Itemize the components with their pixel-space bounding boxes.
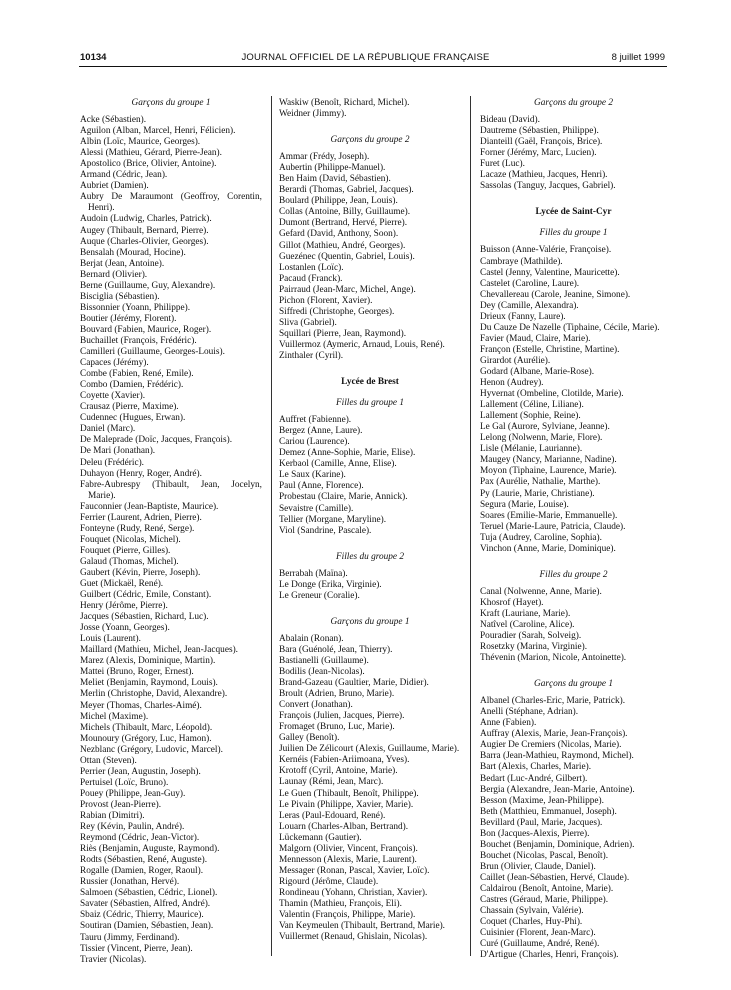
list-item: Pertuisel (Loïc, Bruno). (80, 777, 169, 788)
list-item: Rogalle (Damien, Roger, Raoul). (80, 866, 204, 877)
list-item: Furet (Luc). (480, 159, 525, 170)
column-divider (470, 96, 471, 956)
list-item: Apostolico (Brice, Olivier, Antoine). (80, 159, 217, 170)
list-item: Sassolas (Tanguy, Jacques, Gabriel). (480, 181, 616, 192)
list-item: Deleu (Frédéric). (80, 457, 145, 468)
name-list (480, 696, 667, 961)
list-item: Cudennec (Hugues, Erwan). (80, 413, 186, 424)
list-item: Lacaze (Mathieu, Jacques, Henri). (480, 170, 608, 181)
list-item: Kernéis (Fabien-Ariimoana, Yves). (279, 755, 410, 766)
list-item: Messager (Ronan, Pascal, Xavier, Loïc). (279, 865, 430, 876)
list-item: Gaubert (Kévin, Pierre, Joseph). (80, 567, 201, 578)
list-item: Lelong (Nolwenn, Marie, Flore). (480, 433, 603, 444)
list-item: Berne (Guillaume, Guy, Alexandre). (80, 280, 216, 291)
name-list (279, 569, 461, 602)
list-item: Brand-Gazeau (Gaultier, Marie, Didier). (279, 678, 429, 689)
list-item: Camilleri (Guillaume, Georges-Louis). (80, 347, 225, 358)
column-divider (271, 96, 272, 956)
list-item: Reymond (Cédric, Jean-Victor). (80, 833, 200, 844)
list-item: Françon (Estelle, Christine, Martine). (480, 344, 620, 355)
section-heading: Garçons du groupe 1 (534, 679, 613, 690)
text-column-3 (480, 98, 667, 961)
list-item: Vuillermoz (Aymeric, Arnaud, Louis, René). (279, 339, 445, 350)
list-item: Combe (Fabien, René, Emile). (80, 369, 194, 380)
list-item: Rey (Kévin, Paulin, André). (80, 822, 185, 833)
list-item: Guilbert (Cédric, Emile, Constant). (80, 590, 212, 601)
list-item: Josse (Yoann, Georges). (80, 623, 170, 634)
list-item: Marez (Alexis, Dominique, Martin). (80, 656, 216, 667)
list-item: Cambraye (Mathilde). (480, 256, 563, 267)
list-item: Lisle (Mélanie, Laurianne). (480, 444, 583, 455)
list-item: Auffret (Fabienne). (279, 415, 352, 426)
list-item: Aubry De Maraumont (Geoffroy, Corentin, Henri). (80, 192, 262, 214)
list-item: Galaud (Thomas, Michel). (80, 556, 179, 567)
list-item: Caldairou (Benoît, Antoine, Marie). (480, 884, 614, 894)
name-list (480, 587, 667, 664)
list-item: Brun (Olivier, Claude, Daniel). (480, 861, 596, 872)
list-item: Tauru (Jimmy, Ferdinand). (80, 932, 180, 943)
list-item: Rodts (Sébastien, René, Auguste). (80, 855, 208, 866)
list-item: De Mari (Jonathan). (80, 446, 156, 457)
list-item: Bensalah (Mourad, Hocine). (80, 247, 186, 258)
list-item: Lostanlen (Loïc). (279, 262, 344, 273)
list-item: Aubertin (Philippe-Manuel). (279, 163, 386, 174)
list-item: Pax (Aurélie, Nathalie, Marthe). (480, 477, 601, 488)
list-item: Sevaistre (Camille). (279, 503, 354, 514)
list-item: Bon (Jacques-Alexis, Pierre). (480, 828, 590, 839)
list-item: Chevallereau (Carole, Jeanine, Simone). (480, 289, 631, 300)
page-header (0, 52, 731, 66)
list-item: Russier (Jonathan, Hervé). (80, 877, 180, 888)
list-item: Tissier (Vincent, Pierre, Jean). (80, 943, 193, 954)
list-item: Tellier (Morgane, Maryline). (279, 514, 387, 525)
list-item: Caillet (Jean-Sébastien, Hervé, Claude). (480, 872, 630, 883)
name-list (480, 115, 667, 192)
list-item: Lallement (Céline, Liliane). (480, 400, 584, 411)
list-item: Ottan (Steven). (80, 755, 137, 766)
list-item: Le Pivain (Philippe, Xavier, Marie). (279, 799, 414, 810)
list-item: Berjat (Jean, Antoine). (80, 258, 165, 269)
list-item: Pichon (Florent, Xavier). (279, 295, 373, 306)
list-item: Fromaget (Bruno, Luc, Marie). (279, 722, 395, 733)
list-item: Anelli (Stéphane, Adrian). (480, 707, 579, 718)
list-item: Bara (Guénolé, Jean, Thierry). (279, 644, 393, 655)
section-heading: Filles du groupe 1 (539, 228, 608, 239)
list-item: Natîvel (Caroline, Alice). (480, 619, 575, 630)
list-item: Crausaz (Pierre, Maxime). (80, 402, 179, 413)
list-item: Bernard (Olivier). (80, 269, 148, 280)
name-list (80, 115, 262, 966)
list-item: Thamin (Mathieu, François, Eli). (279, 899, 402, 909)
list-item: Dumont (Bertrand, Hervé, Pierre). (279, 218, 408, 229)
list-item: Thévenin (Marion, Nicole, Antoinette). (480, 653, 627, 664)
list-item: Boulard (Philippe, Jean, Louis). (279, 196, 398, 207)
list-item: Viol (Sandrine, Pascale). (279, 525, 372, 536)
list-item: Barra (Jean-Mathieu, Raymond, Michel). (480, 751, 634, 762)
list-item: Bastianelli (Guillaume). (279, 655, 369, 666)
list-item: Waskiw (Benoît, Richard, Michel). (279, 98, 410, 108)
list-item: Berardi (Thomas, Gabriel, Jacques). (279, 185, 414, 196)
section-heading: Garçons du groupe 2 (330, 135, 410, 146)
list-item: Fonteyne (Rudy, René, Serge). (80, 523, 195, 534)
name-list (279, 415, 461, 537)
list-item: Beth (Matthieu, Emmanuel, Joseph). (480, 806, 617, 817)
list-item: François (Julien, Jacques, Pierre). (279, 711, 405, 722)
list-item: Maugey (Nancy, Marianne, Nadine). (480, 455, 617, 466)
list-item: Demez (Anne-Sophie, Marie, Elise). (279, 448, 416, 459)
list-item: Squillari (Pierre, Jean, Raymond). (279, 328, 407, 339)
list-item: Guet (Mickaël, René). (80, 579, 164, 590)
list-item: Nezblanc (Grégory, Ludovic, Marcel). (80, 744, 223, 755)
list-item: Le Donge (Erika, Virginie). (279, 579, 382, 590)
header-rule (79, 66, 667, 67)
section-heading: Filles du groupe 1 (335, 398, 405, 409)
list-item: Louis (Laurent). (80, 634, 141, 645)
list-item: Coquet (Charles, Huy-Phi). (480, 917, 583, 928)
list-item: Canal (Nolwenne, Anne, Marie). (480, 586, 602, 597)
list-item: Alessi (Mathieu, Gérard, Pierre-Jean). (80, 148, 222, 159)
list-item: Guezénec (Quentin, Gabriel, Louis). (279, 251, 415, 262)
list-item: Pouradier (Sarah, Solveig). (480, 631, 582, 642)
list-item: Galley (Benoît). (279, 733, 340, 744)
list-item: Rabian (Dimitri). (80, 811, 145, 821)
list-item: Coyette (Xavier). (80, 391, 146, 402)
name-list (279, 98, 461, 120)
list-item: Henry (Jérôme, Pierre). (80, 601, 168, 612)
list-item: Capaces (Jérémy). (80, 358, 149, 369)
list-item: Bouchet (Benjamin, Dominique, Adrien). (480, 839, 635, 850)
list-item: Weidner (Jimmy). (279, 109, 347, 120)
name-list (480, 245, 667, 554)
text-column-2 (279, 98, 461, 943)
list-item: Convert (Jonathan). (279, 700, 353, 711)
list-item: Gillot (Mathieu, André, Georges). (279, 240, 406, 251)
section-heading: Garçons du groupe 2 (534, 98, 613, 108)
list-item: Moyon (Tiphaine, Laurence, Marie). (480, 466, 617, 477)
list-item: Audoin (Ludwig, Charles, Patrick). (80, 214, 212, 225)
list-item: Bouvard (Fabien, Maurice, Roger). (80, 324, 212, 335)
list-item: D'Artigue (Charles, Henri, François). (480, 950, 619, 961)
list-item: Aguilon (Alban, Marcel, Henri, Félicien). (80, 126, 236, 137)
list-item: Mattei (Bruno, Roger, Ernest). (80, 667, 194, 678)
list-item: Michels (Thibault, Marc, Léopold). (80, 722, 213, 733)
institution-heading: Lycée de Saint-Cyr (535, 207, 612, 218)
list-item: Salmoen (Sébastien, Cédric, Lionel). (80, 888, 218, 899)
list-item: Godard (Albane, Marie-Rose). (480, 366, 595, 377)
list-item: Bisciglia (Sébastien). (80, 291, 160, 302)
list-item: Castelet (Caroline, Laure). (480, 278, 580, 289)
list-item: Henon (Audrey). (480, 378, 544, 389)
section-heading: Filles du groupe 2 (335, 551, 405, 562)
list-item: Mounoury (Grégory, Luc, Hamon). (80, 733, 212, 744)
list-item: Fouquet (Nicolas, Michel). (80, 534, 181, 545)
list-item: Ben Haim (David, Sébastien). (279, 174, 391, 185)
list-item: Tuja (Audrey, Caroline, Sophia). (480, 532, 602, 543)
list-item: Girardot (Aurélie). (480, 355, 551, 366)
list-item: Rigourd (Jérôme, Claude). (279, 876, 379, 887)
list-item: Anne (Fabien). (480, 718, 537, 729)
list-item: Maillard (Mathieu, Michel, Jean-Jacques). (80, 645, 238, 656)
list-item: Daniel (Marc). (80, 424, 136, 435)
list-item: Provost (Jean-Pierre). (80, 799, 162, 810)
list-item: Chassain (Sylvain, Valérie). (480, 906, 584, 917)
list-item: Dey (Camille, Alexandra). (480, 300, 579, 311)
text-column-1 (80, 98, 262, 966)
list-item: Lallement (Sophie, Reine). (480, 411, 581, 422)
name-list (279, 634, 461, 943)
list-item: Du Cauze De Nazelle (Tiphaine, Cécile, Marie). (480, 322, 660, 333)
list-item: Bedart (Luc-André, Gilbert). (480, 773, 588, 784)
list-item: Paul (Anne, Florence). (279, 481, 364, 492)
list-item: Krotoff (Cyril, Antoine, Marie). (279, 766, 398, 777)
list-item: Py (Laurie, Marie, Christiane). (480, 488, 595, 499)
list-item: Bissonnier (Yoann, Philippe). (80, 302, 191, 313)
list-item: Valentin (François, Philippe, Marie). (279, 910, 416, 921)
list-item: Le Gal (Aurore, Sylviane, Jeanne). (480, 422, 610, 433)
list-item: Abalain (Ronan). (279, 633, 344, 644)
list-item: Boutier (Jérémy, Florent). (80, 313, 177, 324)
list-item: Dautreme (Sébastien, Philippe). (480, 126, 599, 137)
list-item: Pouey (Philippe, Jean-Guy). (80, 788, 186, 799)
list-item: Michel (Maxime). (80, 711, 149, 722)
list-item: Cuisinier (Florent, Jean-Marc). (480, 928, 596, 939)
list-item: Le Guen (Thibault, Benoît, Philippe). (279, 788, 419, 799)
list-item: Bodilis (Jean-Nicolas). (279, 667, 365, 678)
list-item: Broult (Adrien, Bruno, Marie). (279, 689, 395, 700)
list-item: Juilien De Zélicourt (Alexis, Guillaume, Marie). (279, 744, 460, 755)
list-item: Favier (Maud, Claire, Marie). (480, 333, 591, 344)
list-item: Bideau (David). (480, 115, 540, 126)
list-item: Siffredi (Christophe, Georges). (279, 306, 395, 317)
list-item: Meliet (Benjamin, Raymond, Louis). (80, 678, 218, 689)
list-item: Forner (Jérémy, Marc, Lucien). (480, 148, 597, 159)
list-item: Besson (Maxime, Jean-Philippe). (480, 795, 604, 806)
list-item: Mennesson (Alexis, Marie, Laurent). (279, 854, 417, 865)
list-item: Sliva (Gabriel). (279, 317, 337, 328)
list-item: Albin (Loïc, Maurice, Georges). (80, 137, 201, 148)
list-item: Buisson (Anne-Valérie, Françoise). (480, 245, 612, 256)
list-item: Khosrof (Hayet). (480, 597, 544, 608)
list-item: Vuillermet (Renaud, Ghislain, Nicolas). (279, 932, 428, 943)
list-item: Auque (Charles-Olivier, Georges). (80, 236, 209, 247)
list-item: Buchaillet (François, Frédéric). (80, 335, 197, 346)
section-heading: Garçons du groupe 1 (330, 616, 410, 627)
list-item: Fouquet (Pierre, Gilles). (80, 545, 171, 556)
list-item: Berrabah (Maïna). (279, 568, 348, 579)
list-item: Albanel (Charles-Eric, Marie, Patrick). (480, 696, 626, 707)
list-item: Pacaud (Franck). (279, 273, 343, 284)
list-item: Kraft (Lauriane, Marie). (480, 608, 571, 619)
list-item: Ammar (Frédy, Joseph). (279, 152, 370, 163)
list-item: Hyvernat (Ombeline, Clotilde, Marie). (480, 389, 624, 400)
list-item: Dianteill (Gaël, François, Brice). (480, 137, 603, 148)
list-item: Auffray (Alexis, Marie, Jean-François). (480, 729, 628, 740)
list-item: Van Keymeulen (Thibault, Bertrand, Marie). (279, 921, 445, 932)
list-item: Rosetzky (Marina, Virginie). (480, 642, 588, 653)
list-item: Merlin (Christophe, David, Alexandre). (80, 689, 228, 700)
list-item: Leras (Paul-Edouard, René). (279, 810, 386, 821)
list-item: Bevillard (Paul, Marie, Jacques). (480, 817, 603, 828)
list-item: Le Saux (Karine). (279, 470, 346, 481)
list-item: Fauconnier (Jean-Baptiste, Maurice). (80, 501, 219, 512)
list-item: Zinthaler (Cyril). (279, 350, 344, 361)
list-item: Acke (Sébastien). (80, 115, 147, 126)
section-heading: Garçons du groupe 1 (131, 98, 211, 108)
list-item: Kerbaol (Camille, Anne, Elise). (279, 459, 397, 470)
list-item: Jacques (Sébastien, Richard, Luc). (80, 612, 209, 623)
list-item: Drieux (Fanny, Laure). (480, 311, 566, 322)
list-item: Gefard (David, Anthony, Soon). (279, 229, 399, 240)
list-item: Aubriet (Damien). (80, 181, 149, 192)
list-item: Travier (Nicolas). (80, 954, 147, 965)
list-item: Perrier (Jean, Augustin, Joseph). (80, 766, 201, 777)
list-item: Sbaiz (Cédric, Thierry, Maurice). (80, 910, 204, 921)
list-item: Vinchon (Anne, Marie, Dominique). (480, 543, 616, 554)
page-number: 10134 (80, 52, 107, 63)
list-item: Soares (Emilie-Marie, Emmanuelle). (480, 510, 618, 521)
list-item: Curé (Guillaume, André, René). (480, 939, 600, 950)
list-item: Malgorn (Olivier, Vincent, François). (279, 843, 418, 854)
list-item: Riès (Benjamin, Auguste, Raymond). (80, 844, 220, 855)
publication-date: 8 juillet 1999 (611, 52, 665, 63)
list-item: Bergez (Anne, Laure). (279, 426, 363, 437)
list-item: Le Greneur (Coralie). (279, 590, 360, 601)
list-item: Launay (Rémi, Jean, Marc). (279, 777, 384, 788)
list-item: Armand (Cédric, Jean). (80, 170, 168, 181)
list-item: Duhayon (Henry, Roger, André). (80, 468, 202, 479)
list-item: Pairraud (Jean-Marc, Michel, Ange). (279, 284, 416, 295)
list-item: Bergia (Alexandre, Jean-Marie, Antoine). (480, 784, 635, 795)
list-item: Castres (Géraud, Marie, Philippe). (480, 895, 609, 906)
list-item: Probestau (Claire, Marie, Annick). (279, 492, 408, 503)
list-item: Bouchet (Nicolas, Pascal, Benoît). (480, 850, 609, 861)
list-item: Savater (Sébastien, Alfred, André). (80, 899, 211, 910)
list-item: Soutiran (Damien, Sébastien, Jean). (80, 921, 214, 932)
name-list (279, 152, 461, 362)
list-item: De Maleprade (Doïc, Jacques, François). (80, 435, 233, 446)
list-item: Castel (Jenny, Valentine, Mauricette). (480, 267, 620, 278)
list-item: Lückemann (Gautier). (279, 832, 362, 843)
institution-heading: Lycée de Brest (341, 377, 399, 388)
list-item: Bart (Alexis, Charles, Marie). (480, 762, 592, 773)
journal-title: JOURNAL OFFICIEL DE LA RÉPUBLIQUE FRANÇAISE (241, 52, 490, 63)
list-item: Fabre-Aubrespy (Thibault, Jean, Jocelyn, Marie). (80, 479, 262, 501)
list-item: Meyer (Thomas, Charles-Aimé). (80, 700, 202, 711)
list-item: Combo (Damien, Frédéric). (80, 380, 184, 391)
list-item: Collas (Antoine, Billy, Guillaume). (279, 207, 411, 218)
list-item: Augier De Cremiers (Nicolas, Marie). (480, 740, 622, 751)
list-item: Augey (Thibault, Bernard, Pierre). (80, 225, 209, 236)
list-item: Cariou (Laurence). (279, 437, 350, 448)
list-item: Teruel (Marie-Laure, Patricia, Claude). (480, 521, 626, 532)
list-item: Rondineau (Yohann, Christian, Xavier). (279, 887, 428, 898)
list-item: Louarn (Charles-Alban, Bertrand). (279, 821, 409, 832)
list-item: Segura (Marie, Louise). (480, 499, 569, 510)
list-item: Ferrier (Laurent, Adrien, Pierre). (80, 512, 202, 523)
section-heading: Filles du groupe 2 (539, 569, 608, 580)
